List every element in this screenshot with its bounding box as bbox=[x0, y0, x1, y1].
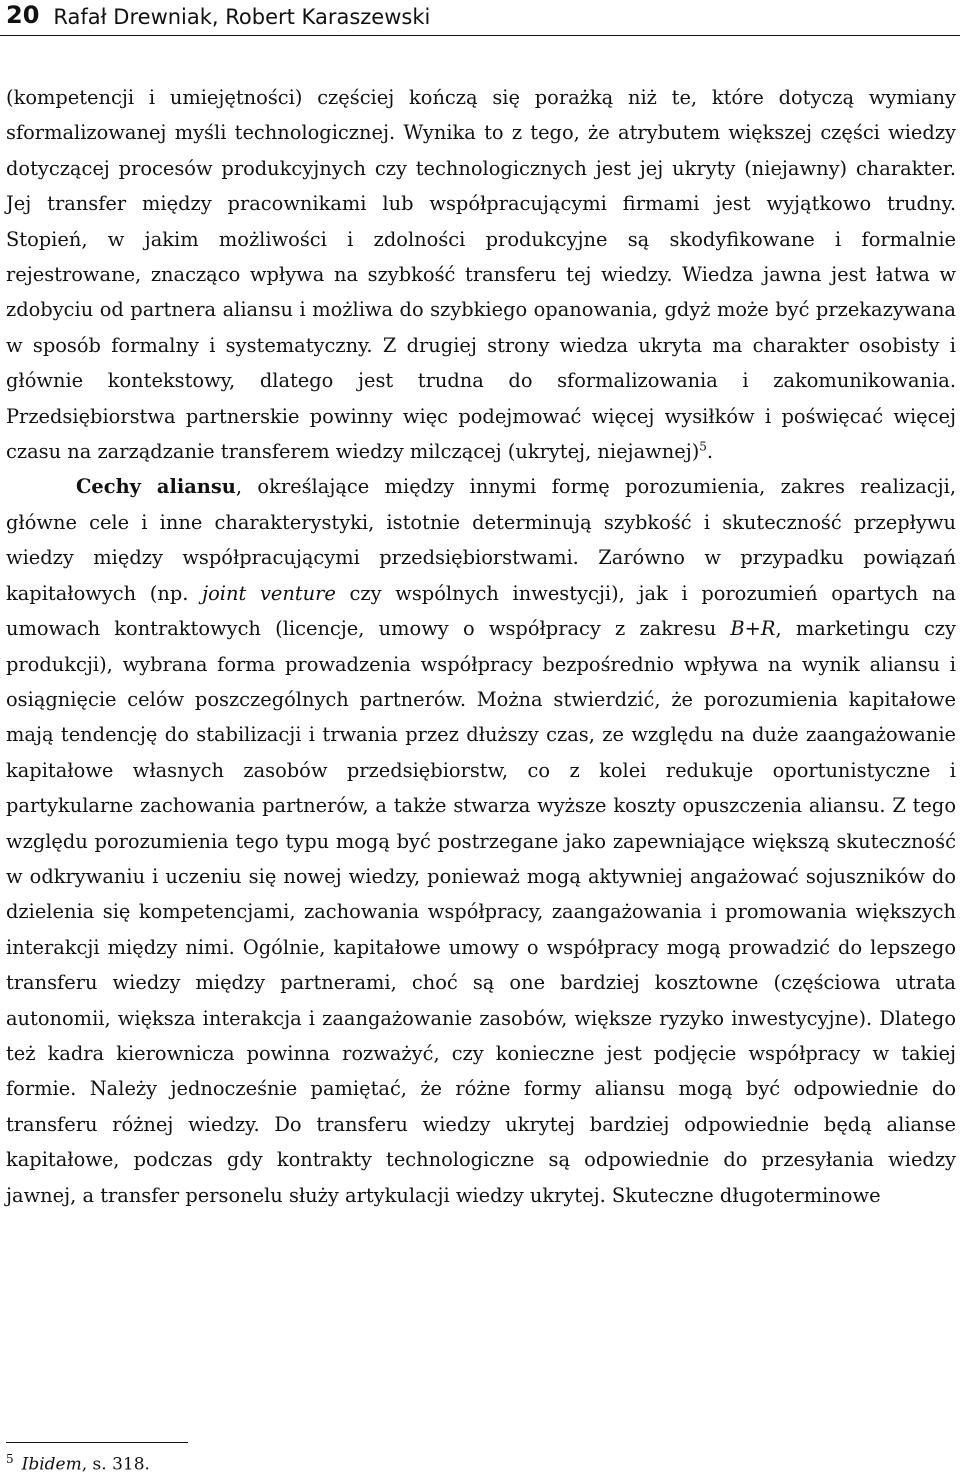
running-header bbox=[0, 0, 960, 36]
paragraph-text: (kompetencji i umiejętności) częściej kończą się porażką niż te, które dotyczą wymiany sformalizowanej myśli technologicznej. Wynika to z tego, że atrybutem większej części wiedzy dotyczącej procesów produkcyjnych czy technologicznych jest jej ukryty (niejawny) charakter. Jej transfer między pracownikami lub współpracującymi firmami jest wyjątkowo trudny. Stopień, w jakim możliwości i zdolności produkcyjne są skodyfikowane i formalnie rejestrowane, znacząco wpływa na szybkość transferu tej wiedzy. Wiedza jawna jest łatwa w zdobyciu od partnera aliansu i możliwa do szybkiego opanowania, gdyż może być przekazywana w sposób formalny i systematyczny. Z drugiej strony wiedza ukryta ma charakter osobisty i głównie kontekstowy, dlatego jest trudna do sformalizowania i zakomunikowania. Przedsiębiorstwa partnerskie powinny więc podejmować więcej wysiłków i poświęcać więcej czasu na zarządzanie transferem wiedzy milczącej (ukrytej, niejawnej) bbox=[6, 86, 956, 464]
footnote-separator bbox=[6, 1442, 188, 1443]
footnote-number: 5 bbox=[6, 1452, 14, 1466]
italic-term: joint venture bbox=[202, 581, 336, 605]
paragraph-text: czy wspólnych inwestycji), jak i porozumień opartych na umowach kontraktowych (licencje, umowy o współpracy z zakresu bbox=[6, 581, 956, 641]
footnote bbox=[6, 1448, 150, 1476]
footnote-text: , s. 318. bbox=[81, 1454, 150, 1475]
main-text bbox=[6, 80, 956, 1213]
footnote-source: Ibidem bbox=[21, 1454, 82, 1475]
bold-lead-term: Cechy aliansu bbox=[76, 475, 236, 499]
paragraph-text: , określające między innymi formę porozumienia, zakres realizacji, główne cele i inne charakterystyki, istotnie determinują szybkość i skuteczność przepływu wiedzy między współpracującymi przedsiębiorstwami. Zarówno w przypadku powiązań kapitałowych (np. bbox=[6, 475, 957, 605]
page-number: 20 bbox=[6, 1, 40, 29]
running-header-authors: Rafał Drewniak, Robert Karaszewski bbox=[53, 5, 431, 29]
paragraph bbox=[6, 469, 956, 1213]
paragraph-text: , marketingu czy produkcji), wybrana forma prowadzenia współpracy bezpośrednio wpływa na wynik aliansu i osiągnięcie celów poszczególnych partnerów. Można stwierdzić, że porozumienia kapitałowe mają tendencję do stabilizacji i trwania przez dłuższy czas, ze względu na duże zaangażowanie kapitałowe własnych zasobów przedsiębiorstw, co z kolei redukuje oportunistyczne i partykularne zachowania partnerów, a także stwarza wyższe koszty opuszczenia aliansu. Z tego względu porozumienia tego typu mogą być postrzegane jako zapewniające większą skuteczność w odkrywaniu i uczeniu się nowej wiedzy, ponieważ mogą aktywniej angażować sojuszników do dzielenia się kompetencjami, zachowania współpracy, zaangażowania i promowania większych interakcji między nimi. Ogólnie, kapitałowe umowy o współpracy mogą prowadzić do lepszego transferu wiedzy między partnerami, choć są one bardziej kosztowne (częściowa utrata autonomii, większa interakcja i zaangażowanie zasobów, większe ryzyko inwestycyjne). Dlatego też kadra kierownicza powinna rozważyć, czy konieczne jest podjęcie współpracy w takiej formie. Należy jednocześnie pamiętać, że różne formy aliansu mogą być odpowiednie do transferu różnej wiedzy. Do transferu wiedzy ukrytej bardziej odpowiednie będą alianse kapitałowe, podczas gdy kontrakty technologiczne są odpowiednie do przesyłania wiedzy jawnej, a transfer personelu służy artykulacji wiedzy ukrytej. Skuteczne długoterminowe bbox=[6, 617, 956, 1207]
paragraph-end: . bbox=[706, 440, 714, 464]
footnote-reference: 5 bbox=[699, 439, 707, 454]
italic-term: B+R bbox=[730, 617, 776, 641]
paragraph bbox=[6, 80, 956, 469]
